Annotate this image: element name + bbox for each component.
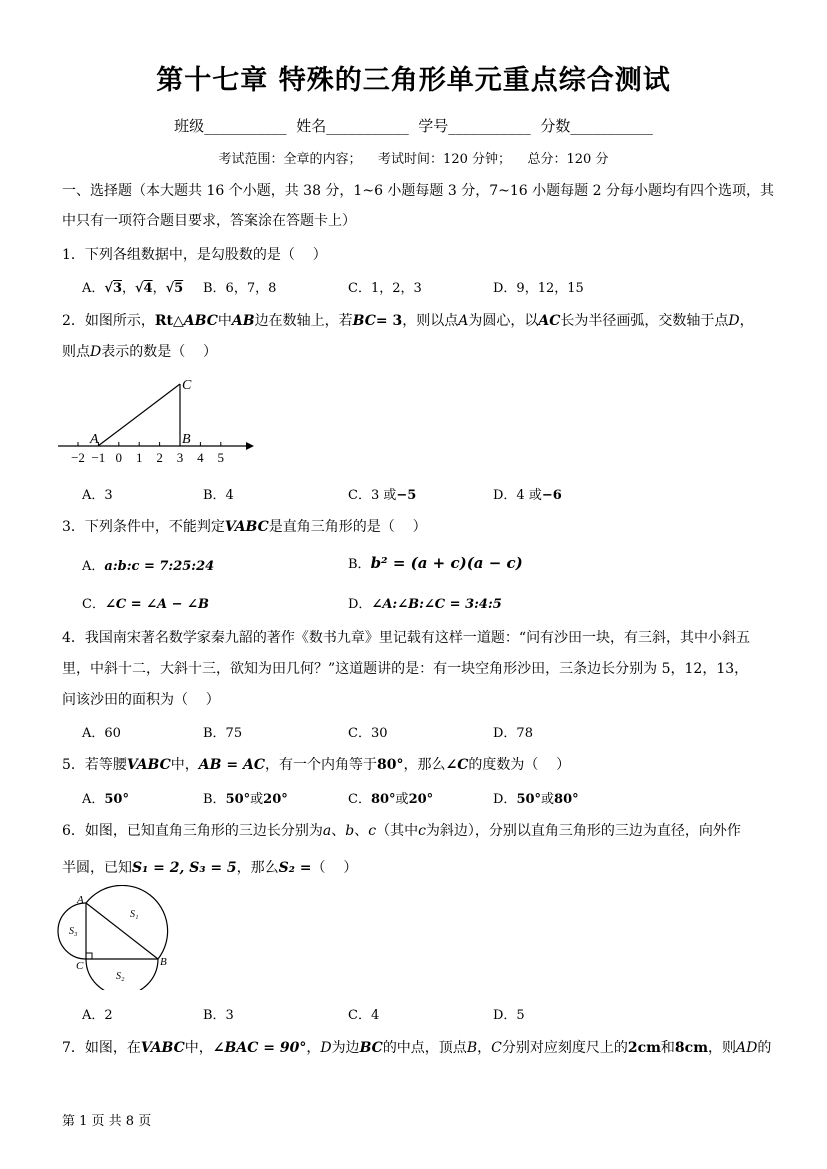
tick-label: 3 [176,450,184,465]
q7-stem: 7．如图，在VABC中，∠BAC = 90°，D为边BC的中点，顶点B，C分别对应刻度尺上的2cm和8cm，则AD的 [62,1040,772,1056]
name-label: 姓名 [296,117,327,135]
label-a: A [90,432,99,447]
q4-stem-line1: 4．我国南宋著名数学家秦九韶的著作《数书九章》里记载有这样一道题：“问有沙田一块，有三斜，其中小斜五 [62,630,751,646]
exam-scope: 考试范围：全章的内容； 考试时间：120 分钟； 总分：120 分 [218,152,609,167]
q6-option-c[interactable]: C．4 [348,1008,380,1023]
label-a: A [77,894,84,906]
semicircle-ab [86,885,168,959]
q4-option-c[interactable]: C．30 [348,726,388,741]
page-title: 第十七章 特殊的三角形单元重点综合测试 [156,65,671,96]
q5-option-d[interactable]: D．50°或80° [493,792,579,807]
label-s2: S₂ [116,971,125,982]
q5-stem: 5．若等腰VABC中，AB = AC，有一个内角等于80°，那么∠C的度数为（ ） [62,757,571,773]
tick-label: 5 [217,450,225,465]
id-label: 学号 [418,117,449,135]
q2-number-line-figure [58,372,258,467]
label-s1: S₁ [130,909,139,920]
q3-stem: 3．下列条件中，不能判定VABC是直角三角形的是（ ） [62,519,427,535]
name-blank[interactable]: ___________ [326,117,409,135]
tick-label: 2 [156,450,163,465]
q2-option-b[interactable]: B．4 [203,488,234,503]
label-s3: S₃ [69,926,78,937]
q4-option-b[interactable]: B．75 [203,726,243,741]
score-blank[interactable]: ___________ [570,117,653,135]
label-c: C [182,378,192,393]
q1-option-a[interactable]: A．√3，√4，√5 [82,281,184,296]
q1-stem: 1．下列各组数据中，是勾股数的是（ ） [62,247,327,263]
q4-option-d[interactable]: D．78 [493,726,533,741]
class-blank[interactable]: ___________ [204,117,287,135]
q4-stem-line3: 问该沙田的面积为（ ） [62,692,220,708]
q6-stem-line1: 6．如图，已知直角三角形的三边长分别为a、b、c（其中c为斜边），分别以直角三角形的三边为直径，向外作 [62,823,741,839]
q1-option-b[interactable]: B．6，7，8 [203,281,277,296]
section-header-line1: 一、选择题（本大题共 16 个小题，共 38 分，1~6 小题每题 3 分，7~16 小题每题 2 分每小题均有四个选项，其 [62,183,774,199]
q3-option-b[interactable]: B．b² = (a + c)(a − c) [348,554,523,572]
label-b: B [182,432,191,447]
label-b: B [160,956,167,968]
axis-arrow-icon [246,442,254,450]
q4-option-a[interactable]: A．60 [82,726,121,741]
q6-semicircle-figure [50,885,180,990]
q2-stem-line2: 则点D表示的数是（ ） [62,344,218,360]
section-header-line2: 中只有一项符合题目要求，答案涂在答题卡上） [62,213,356,229]
id-blank[interactable]: ___________ [448,117,531,135]
q5-option-b[interactable]: B．50°或20° [203,792,288,807]
q6-stem-line2: 半圆，已知S₁ = 2, S₃ = 5，那么S₂ =（ ） [62,860,358,876]
page-footer: 第 1 页 共 8 页 [62,1114,152,1129]
label-c: C [76,960,84,972]
score-label: 分数 [540,117,571,135]
q4-stem-line2: 里，中斜十二，大斜十三，欲知为田几何？”这道题讲的是：有一块空角形沙田，三条边长分别为 5，12，13， [62,661,749,677]
tick-label: 1 [135,450,143,465]
right-angle-mark [86,953,92,959]
q5-option-c[interactable]: C．80°或20° [348,792,434,807]
tick-label: −1 [91,450,106,465]
class-label: 班级 [174,117,205,135]
tick-label: 0 [115,450,123,465]
segment-ac [98,384,180,446]
q2-option-c[interactable]: C．3 或−5 [348,488,417,503]
q1-option-c[interactable]: C．1，2，3 [348,281,422,296]
q6-option-b[interactable]: B．3 [203,1008,234,1023]
student-info-line [0,115,827,136]
tick-label: −2 [71,450,85,465]
q2-stem-line1: 2．如图所示，Rt△ABC中AB边在数轴上，若BC= 3，则以点A为圆心，以AC长为半径画弧，交数轴于点D， [62,313,754,329]
q6-option-d[interactable]: D．5 [493,1008,525,1023]
q2-option-d[interactable]: D．4 或−6 [493,488,562,503]
hypotenuse-ab [86,903,158,959]
tick-label: 4 [197,450,204,465]
q5-option-a[interactable]: A．50° [82,792,129,807]
q3-option-c[interactable]: C．∠C = ∠A − ∠B [82,597,209,612]
q3-option-a[interactable]: A．a:b:c = 7:25:24 [82,559,215,574]
q1-option-d[interactable]: D．9，12，15 [493,281,584,296]
q3-option-d[interactable]: D．∠A:∠B:∠C = 3:4:5 [348,597,502,612]
q2-option-a[interactable]: A．3 [82,488,113,503]
q6-option-a[interactable]: A．2 [82,1008,113,1023]
